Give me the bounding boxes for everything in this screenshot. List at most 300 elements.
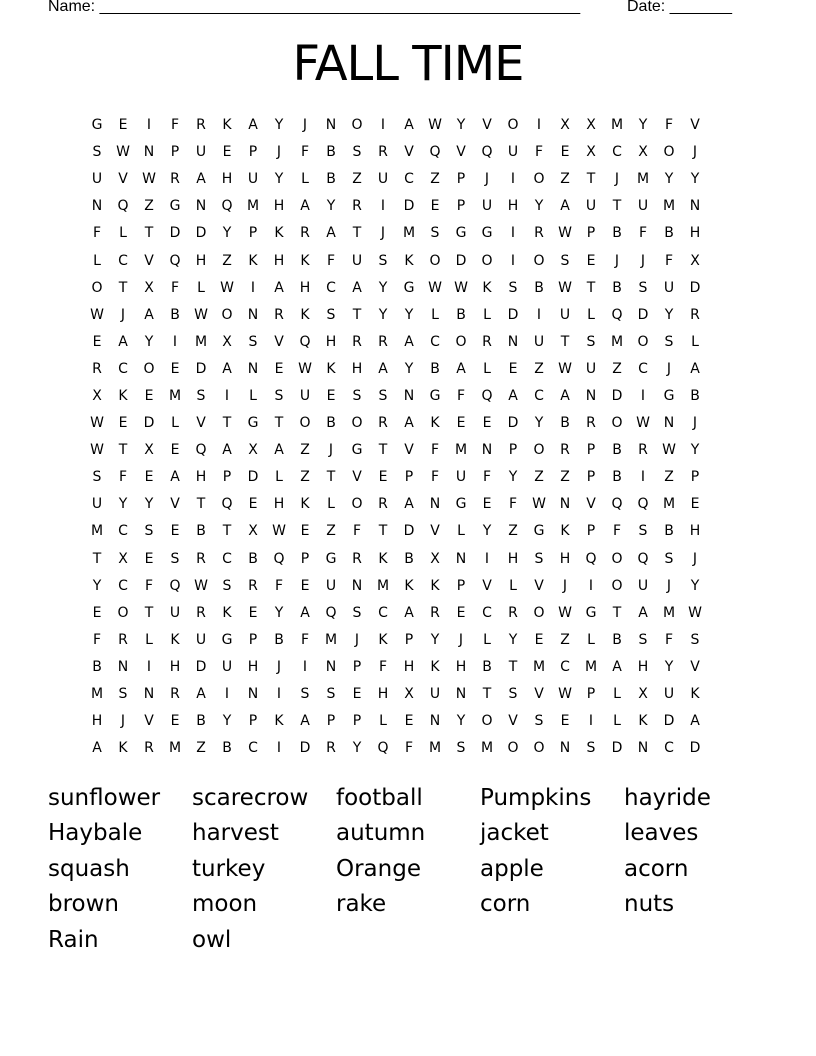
grid-letter: J <box>666 360 672 377</box>
grid-letter: V <box>404 144 414 161</box>
grid-letter: Y <box>508 631 518 648</box>
grid-letter: L <box>691 333 699 350</box>
grid-row <box>84 464 734 491</box>
grid-letter: L <box>197 279 205 296</box>
grid-letter: U <box>637 198 649 215</box>
grid-letter: W <box>558 360 572 377</box>
grid-letter: Q <box>273 550 285 567</box>
grid-letter: E <box>248 496 258 513</box>
grid-letter: L <box>483 360 491 377</box>
grid-letter: W <box>194 306 208 323</box>
grid-letter: J <box>120 713 126 730</box>
word-list-item: leaves <box>624 820 699 847</box>
grid-letter: X <box>586 117 596 134</box>
grid-letter: B <box>456 306 466 323</box>
grid-letter: P <box>508 442 518 459</box>
word-list-item: hayride <box>624 784 711 811</box>
grid-letter: B <box>170 306 180 323</box>
grid-letter: P <box>248 225 258 242</box>
grid-letter: R <box>534 225 544 242</box>
grid-letter: K <box>274 713 284 730</box>
grid-letter: P <box>352 713 362 730</box>
grid-letter: N <box>663 415 675 432</box>
word-list-row <box>48 887 768 923</box>
grid-letter: B <box>482 658 492 675</box>
grid-letter: P <box>170 144 180 161</box>
grid-letter: M <box>90 686 104 703</box>
grid-letter: W <box>298 360 312 377</box>
grid-letter: H <box>91 713 103 730</box>
grid-letter: P <box>586 523 596 540</box>
grid-letter: T <box>508 658 518 675</box>
grid-letter: U <box>481 198 493 215</box>
grid-letter: T <box>586 279 596 296</box>
grid-letter: M <box>636 171 650 188</box>
grid-letter: K <box>690 686 700 703</box>
grid-letter: O <box>663 144 675 161</box>
grid-letter: A <box>404 333 414 350</box>
grid-letter: S <box>560 252 570 269</box>
grid-letter: Y <box>430 631 440 648</box>
grid-letter: C <box>118 523 128 540</box>
grid-letter: M <box>610 117 624 134</box>
grid-letter: T <box>222 523 232 540</box>
grid-letter: E <box>92 333 102 350</box>
grid-letter: U <box>221 658 233 675</box>
grid-letter: T <box>144 604 154 621</box>
grid-letter: T <box>612 604 622 621</box>
grid-letter: A <box>508 387 518 404</box>
grid-letter: S <box>430 225 440 242</box>
grid-letter: Q <box>611 496 623 513</box>
grid-letter: O <box>117 604 129 621</box>
grid-letter: I <box>536 117 542 134</box>
grid-letter: A <box>196 686 206 703</box>
grid-letter: S <box>690 631 700 648</box>
grid-letter: A <box>404 415 414 432</box>
grid-letter: O <box>91 279 103 296</box>
grid-letter: X <box>404 686 414 703</box>
grid-letter: V <box>274 333 284 350</box>
word-list-item: turkey <box>192 855 266 882</box>
grid-letter: T <box>560 333 570 350</box>
grid-letter: H <box>507 550 519 567</box>
grid-letter: V <box>690 658 700 675</box>
grid-letter: L <box>327 496 335 513</box>
grid-letter: U <box>507 144 519 161</box>
grid-letter: H <box>689 225 701 242</box>
grid-letter: J <box>276 658 282 675</box>
grid-letter: O <box>611 415 623 432</box>
grid-letter: M <box>246 198 260 215</box>
grid-letter: D <box>507 306 519 323</box>
grid-letter: Z <box>560 631 570 648</box>
grid-letter: Q <box>117 198 129 215</box>
grid-letter: B <box>560 415 570 432</box>
grid-letter: T <box>326 469 336 486</box>
grid-letter: G <box>429 387 441 404</box>
grid-letter: G <box>351 442 363 459</box>
grid-letter: Z <box>430 171 440 188</box>
grid-letter: N <box>247 306 259 323</box>
grid-letter: P <box>248 631 258 648</box>
grid-letter: C <box>612 144 622 161</box>
grid-letter: R <box>482 333 492 350</box>
grid-letter: E <box>144 469 154 486</box>
word-list-item: autumn <box>336 820 426 847</box>
grid-letter: L <box>301 171 309 188</box>
grid-letter: G <box>247 415 259 432</box>
grid-letter: W <box>142 171 156 188</box>
grid-letter: N <box>585 387 597 404</box>
grid-letter: A <box>326 225 336 242</box>
grid-row <box>84 546 734 573</box>
grid-letter: K <box>430 577 440 594</box>
grid-letter: G <box>455 225 467 242</box>
grid-letter: D <box>663 713 675 730</box>
grid-letter: X <box>222 333 232 350</box>
grid-letter: F <box>326 252 336 269</box>
grid-letter: O <box>481 252 493 269</box>
grid-letter: K <box>170 631 180 648</box>
grid-letter: V <box>118 171 128 188</box>
grid-letter: E <box>222 144 232 161</box>
grid-letter: M <box>584 658 598 675</box>
grid-letter: V <box>170 496 180 513</box>
grid-letter: S <box>352 387 362 404</box>
grid-letter: S <box>222 577 232 594</box>
grid-letter: Y <box>144 496 154 513</box>
grid-letter: W <box>558 604 572 621</box>
grid-letter: E <box>300 577 310 594</box>
grid-letter: G <box>221 631 233 648</box>
grid-letter: N <box>247 686 259 703</box>
grid-letter: X <box>144 442 154 459</box>
grid-letter: E <box>534 631 544 648</box>
grid-letter: M <box>428 740 442 757</box>
grid-letter: Q <box>221 496 233 513</box>
grid-row <box>84 627 734 654</box>
grid-letter: X <box>248 523 258 540</box>
grid-letter: F <box>612 523 622 540</box>
grid-letter: G <box>91 117 103 134</box>
grid-letter: C <box>222 550 232 567</box>
grid-letter: M <box>168 740 182 757</box>
grid-letter: M <box>610 333 624 350</box>
grid-letter: Q <box>637 496 649 513</box>
grid-letter: S <box>456 740 466 757</box>
grid-letter: E <box>560 713 570 730</box>
grid-letter: Y <box>690 577 700 594</box>
grid-letter: E <box>586 252 596 269</box>
grid-letter: E <box>430 198 440 215</box>
grid-letter: A <box>638 604 648 621</box>
grid-row <box>84 518 734 545</box>
grid-letter: K <box>638 713 648 730</box>
grid-letter: P <box>352 658 362 675</box>
grid-letter: A <box>170 469 180 486</box>
grid-row <box>84 329 734 356</box>
grid-letter: K <box>326 360 336 377</box>
grid-row <box>84 139 734 166</box>
grid-letter: O <box>637 333 649 350</box>
grid-letter: K <box>300 496 310 513</box>
grid-letter: G <box>481 225 493 242</box>
grid-letter: F <box>638 225 648 242</box>
grid-letter: Z <box>300 469 310 486</box>
grid-row <box>84 654 734 681</box>
grid-letter: C <box>638 360 648 377</box>
word-list-item: moon <box>192 891 258 918</box>
grid-row <box>84 166 734 193</box>
grid-letter: H <box>169 658 181 675</box>
grid-letter: R <box>586 415 596 432</box>
grid-letter: A <box>248 117 258 134</box>
word-list-item: brown <box>48 891 120 918</box>
grid-letter: A <box>690 713 700 730</box>
grid-letter: J <box>666 577 672 594</box>
grid-letter: R <box>690 306 700 323</box>
grid-letter: W <box>90 415 104 432</box>
grid-letter: J <box>692 144 698 161</box>
grid-letter: N <box>117 658 129 675</box>
grid-letter: C <box>664 740 674 757</box>
grid-letter: Z <box>144 198 154 215</box>
grid-letter: O <box>351 496 363 513</box>
grid-letter: I <box>588 577 594 594</box>
grid-letter: Z <box>664 469 674 486</box>
grid-letter: L <box>145 631 153 648</box>
grid-letter: H <box>299 279 311 296</box>
grid-letter: T <box>144 225 154 242</box>
grid-letter: N <box>637 740 649 757</box>
grid-row <box>84 302 734 329</box>
date-field-label: Date: _______ <box>627 0 732 15</box>
grid-letter: F <box>92 225 102 242</box>
grid-letter: Y <box>274 604 284 621</box>
grid-letter: K <box>222 604 232 621</box>
grid-letter: L <box>275 469 283 486</box>
grid-letter: M <box>324 631 338 648</box>
grid-letter: R <box>352 333 362 350</box>
grid-letter: R <box>352 550 362 567</box>
word-list-item: acorn <box>624 855 689 882</box>
grid-letter: S <box>586 333 596 350</box>
grid-letter: K <box>274 225 284 242</box>
grid-letter: P <box>586 442 596 459</box>
grid-letter: P <box>222 469 232 486</box>
grid-letter: D <box>637 306 649 323</box>
grid-letter: V <box>482 577 492 594</box>
grid-letter: C <box>560 658 570 675</box>
grid-letter: C <box>534 387 544 404</box>
word-list-item: Rain <box>48 926 99 953</box>
grid-letter: C <box>482 604 492 621</box>
grid-letter: E <box>170 523 180 540</box>
grid-letter: X <box>560 117 570 134</box>
grid-letter: V <box>482 117 492 134</box>
grid-letter: F <box>430 469 440 486</box>
grid-letter: R <box>352 198 362 215</box>
grid-letter: U <box>533 333 545 350</box>
word-list-item: Haybale <box>48 820 143 847</box>
grid-letter: M <box>662 496 676 513</box>
grid-letter: A <box>300 604 310 621</box>
grid-letter: F <box>300 631 310 648</box>
grid-letter: H <box>377 686 389 703</box>
grid-letter: U <box>455 469 467 486</box>
grid-letter: B <box>326 171 336 188</box>
page-title: FALL TIME <box>292 36 524 92</box>
word-list-item: nuts <box>624 891 675 918</box>
grid-row <box>84 573 734 600</box>
grid-letter: C <box>118 252 128 269</box>
grid-letter: W <box>194 577 208 594</box>
grid-letter: P <box>248 713 258 730</box>
grid-letter: S <box>352 144 362 161</box>
grid-letter: L <box>509 577 517 594</box>
grid-letter: O <box>481 713 493 730</box>
grid-row <box>84 112 734 139</box>
grid-letter: M <box>90 523 104 540</box>
grid-letter: C <box>118 577 128 594</box>
grid-letter: S <box>638 279 648 296</box>
grid-letter: A <box>612 658 622 675</box>
grid-letter: Y <box>118 496 128 513</box>
grid-letter: R <box>378 415 388 432</box>
grid-letter: R <box>144 740 154 757</box>
grid-letter: F <box>664 252 674 269</box>
grid-letter: D <box>611 387 623 404</box>
grid-letter: K <box>430 415 440 432</box>
grid-letter: B <box>404 550 414 567</box>
word-list-item: Pumpkins <box>480 784 592 811</box>
grid-letter: Y <box>404 306 414 323</box>
grid-letter: W <box>532 496 546 513</box>
grid-letter: Q <box>585 550 597 567</box>
word-list-item: squash <box>48 855 130 882</box>
grid-letter: L <box>379 713 387 730</box>
grid-letter: I <box>484 550 490 567</box>
grid-letter: I <box>510 171 516 188</box>
grid-letter: B <box>534 279 544 296</box>
grid-letter: S <box>118 686 128 703</box>
grid-letter: V <box>404 442 414 459</box>
grid-letter: T <box>222 415 232 432</box>
grid-letter: Y <box>92 577 102 594</box>
word-list-item: owl <box>192 926 232 953</box>
grid-letter: U <box>195 144 207 161</box>
grid-letter: Y <box>482 523 492 540</box>
grid-letter: R <box>378 333 388 350</box>
grid-letter: X <box>92 387 102 404</box>
grid-letter: P <box>326 713 336 730</box>
grid-letter: N <box>429 713 441 730</box>
grid-letter: N <box>481 442 493 459</box>
grid-letter: K <box>248 252 258 269</box>
grid-letter: S <box>274 387 284 404</box>
grid-letter: F <box>378 658 388 675</box>
grid-letter: U <box>351 252 363 269</box>
grid-letter: P <box>690 469 700 486</box>
grid-letter: Q <box>481 387 493 404</box>
grid-letter: H <box>195 469 207 486</box>
grid-letter: R <box>170 171 180 188</box>
grid-letter: A <box>222 360 232 377</box>
word-list <box>48 780 768 958</box>
grid-letter: L <box>249 387 257 404</box>
grid-letter: I <box>250 279 256 296</box>
word-list-item: harvest <box>192 820 279 847</box>
grid-letter: N <box>195 198 207 215</box>
word-list-item: sunflower <box>48 784 161 811</box>
grid-letter: Q <box>169 577 181 594</box>
grid-letter: N <box>351 577 363 594</box>
grid-letter: E <box>482 415 492 432</box>
grid-letter: Y <box>222 713 232 730</box>
grid-letter: J <box>614 252 620 269</box>
grid-letter: R <box>196 117 206 134</box>
grid-letter: T <box>482 686 492 703</box>
grid-letter: R <box>378 496 388 513</box>
grid-letter: H <box>325 333 337 350</box>
grid-letter: F <box>274 577 284 594</box>
grid-letter: U <box>377 171 389 188</box>
grid-letter: N <box>247 360 259 377</box>
grid-letter: R <box>326 740 336 757</box>
grid-letter: Y <box>274 117 284 134</box>
grid-letter: J <box>380 225 386 242</box>
grid-letter: E <box>300 523 310 540</box>
grid-letter: T <box>586 171 596 188</box>
grid-letter: O <box>533 740 545 757</box>
grid-letter: Y <box>664 171 674 188</box>
grid-letter: Y <box>378 279 388 296</box>
grid-letter: O <box>299 415 311 432</box>
grid-letter: J <box>692 550 698 567</box>
grid-letter: K <box>118 740 128 757</box>
grid-letter: J <box>120 306 126 323</box>
grid-letter: V <box>144 713 154 730</box>
grid-letter: H <box>195 252 207 269</box>
grid-letter: Z <box>560 469 570 486</box>
grid-letter: S <box>638 523 648 540</box>
grid-letter: S <box>378 387 388 404</box>
grid-letter: B <box>690 387 700 404</box>
grid-letter: S <box>534 550 544 567</box>
grid-letter: B <box>326 144 336 161</box>
grid-letter: Q <box>325 604 337 621</box>
grid-letter: R <box>508 604 518 621</box>
grid-row <box>84 383 734 410</box>
grid-letter: U <box>585 360 597 377</box>
grid-letter: A <box>404 604 414 621</box>
grid-letter: C <box>326 279 336 296</box>
grid-letter: H <box>403 658 415 675</box>
grid-letter: E <box>690 496 700 513</box>
grid-letter: K <box>560 523 570 540</box>
grid-letter: S <box>378 252 388 269</box>
grid-letter: A <box>560 387 570 404</box>
grid-letter: X <box>144 279 154 296</box>
grid-letter: B <box>664 225 674 242</box>
grid-letter: J <box>302 117 308 134</box>
grid-letter: N <box>455 686 467 703</box>
grid-letter: U <box>195 631 207 648</box>
word-list-item: corn <box>480 891 531 918</box>
grid-letter: J <box>562 577 568 594</box>
grid-letter: R <box>118 631 128 648</box>
